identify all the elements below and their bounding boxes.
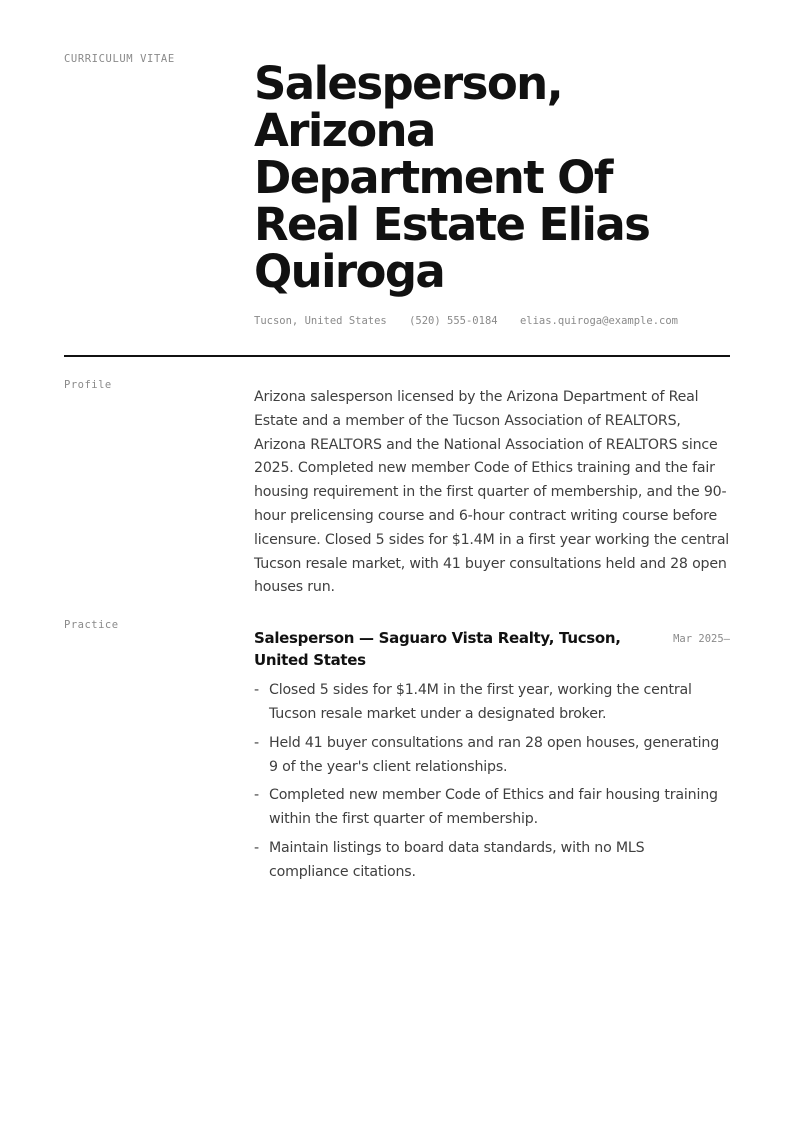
practice-section-label: Practice: [64, 619, 119, 631]
document-eyebrow: CURRICULUM VITAE: [64, 53, 175, 65]
contact-location: Tucson, United States: [254, 315, 387, 327]
bullet-text: Closed 5 sides for $1.4M in the first year, working the central Tucson resale market under a designated broker.: [269, 682, 692, 722]
contact-email: elias.quiroga@example.com: [519, 315, 678, 327]
header-divider: [64, 355, 730, 357]
bullet-text: Held 41 buyer consultations and ran 28 open houses, generating 9 of the year's client relationships.: [269, 734, 720, 775]
list-item: [254, 678, 724, 726]
contact-phone: (520) 555-0184: [409, 315, 498, 327]
contact-line: [254, 315, 694, 327]
list-item: [254, 783, 724, 831]
bullet-text: Completed new member Code of Ethics and fair housing training within the first quarter of membership.: [269, 787, 718, 828]
job-date: Mar 2025–: [673, 633, 730, 645]
list-item: [254, 731, 724, 779]
profile-section-label: Profile: [64, 379, 112, 391]
profile-summary: Arizona salesperson licensed by the Arizona Department of Real Estate and a member of the Tucson Association of REALTORS, Arizona REALTORS and the National Association of REALTORS since 2025. Completed new member Code of Ethics training and the fair housing requirement in the first quarter of membership, and the 90-hour prelicensing course and 6-hour contract writing course before licensure. Closed 5 sides for $1.4M in a first year working the central Tucson resale market, with 41 buyer consultations held and 28 open houses run.: [254, 389, 730, 596]
bullet-marker: -: [254, 787, 259, 804]
bullet-marker: -: [254, 682, 259, 698]
bullet-marker: -: [254, 734, 259, 751]
list-item: [254, 836, 724, 884]
page-title: Salesperson, Arizona Department Of Real Estate Elias Quiroga: [254, 57, 650, 298]
bullet-text: Maintain listings to board data standards, with no MLS compliance citations.: [269, 839, 645, 880]
job-bullet-list: [254, 678, 724, 888]
bullet-marker: -: [254, 839, 259, 856]
job-title: Salesperson — Saguaro Vista Realty, Tucson, United States: [254, 629, 621, 669]
